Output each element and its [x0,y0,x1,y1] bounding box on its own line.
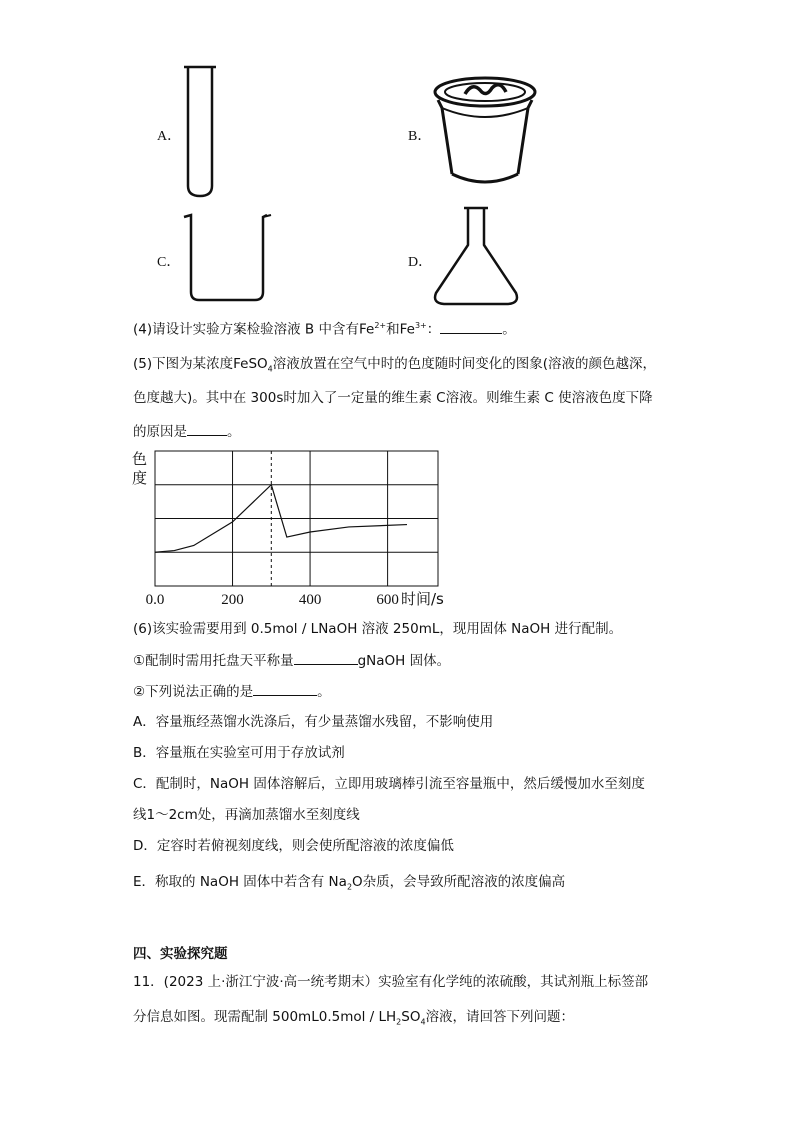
question-5-line-1: (5)下图为某浓度FeSO$_4$溶液放置在空气中时的色度随时间变化的图象(溶液的颜色越深， [133,356,657,374]
crucible-icon [430,72,540,190]
question-5-line-3: 的原因是 。 [133,424,241,440]
question-6-option-d: D．定容时若俯视刻度线，则会使所配溶液的浓度偏低 [133,838,454,854]
x-tick-label: 600 [376,592,399,608]
question-11-line-1: 11．(2023 上·浙江宁波·高一统考期末）实验室有化学纯的浓硫酸，其试剂瓶上标签部 [133,974,649,990]
question-4: (4)请设计实验方案检验溶液 B 中含有$Fe^{2+}$和$Fe^{3+}$： 。 [133,321,516,338]
beaker-icon [183,212,273,304]
answer-blank [253,682,317,696]
answer-blank [440,320,502,334]
question-6-option-c-line-1: C．配制时，NaOH 固体溶解后，立即用玻璃棒引流至容量瓶中，然后缓慢加水至刻度 [133,776,645,792]
test-tube-icon [180,64,220,199]
erlenmeyer-flask-icon [430,205,522,309]
question-6-option-b: B．容量瓶在实验室可用于存放试剂 [133,745,345,761]
question-11-line-2: 分信息如图。现需配制 $500mL0.5mol / LH_2SO_4$溶液，请回答下列问题： [133,1009,575,1027]
question-6-intro: (6)该实验需要用到 0.5mol / LNaOH 溶液 250mL，现用固体 NaOH 进行配制。 [133,621,623,637]
answer-blank [187,422,227,436]
answer-blank [294,651,358,665]
question-6-part-2: ②下列说法正确的是 。 [133,684,331,700]
question-6-option-c-line-2: 线1～2cm处，再滴加蒸馏水至刻度线 [133,807,360,823]
option-a-label: A． [157,129,182,144]
option-b-label: B． [408,129,432,144]
x-tick-label: 200 [221,592,244,608]
question-6-option-a: A．容量瓶经蒸馏水洗涤后，有少量蒸馏水残留，不影响使用 [133,714,494,730]
section-heading: 四、实验探究题 [133,946,228,962]
x-axis-label: 时间/s [401,590,444,608]
x-tick-label: 0.0 [145,592,165,608]
question-6-option-e: E．称取的 NaOH 固体中若含有 $Na_2O$杂质，会导致所配溶液的浓度偏高 [133,874,566,892]
question-6-part-1: ①配制时需用托盘天平称量 gNaOH 固体。 [133,653,451,669]
option-c-label: C． [157,255,181,270]
color-intensity-chart [125,446,455,616]
question-5-line-2: 色度越大)。其中在 300s时加入了一定量的维生素 C溶液。则维生素 C 使溶液色度下降 [133,390,653,406]
y-axis-label-char-2: 度 [132,469,148,487]
y-axis-label-char-1: 色 [132,450,148,468]
option-d-label: D． [408,255,433,270]
x-tick-label: 400 [298,592,322,608]
